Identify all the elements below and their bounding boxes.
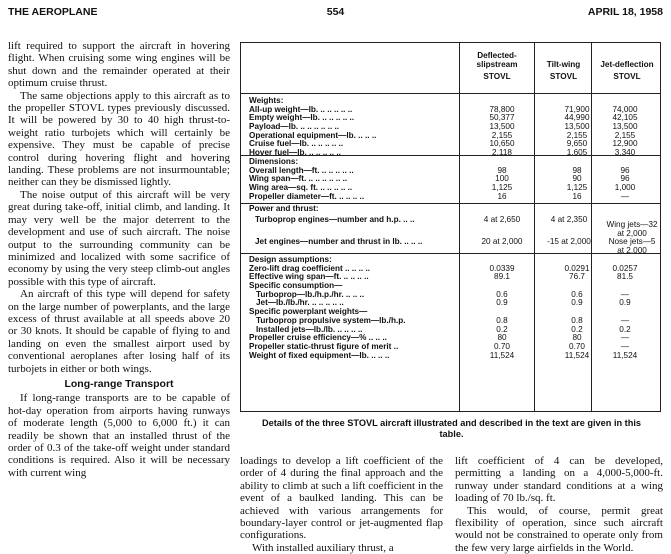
table-caption: Details of the three STOVL aircraft illustrated and described in the text are given in this table. — [262, 418, 641, 439]
cell-value: 11,524 — [564, 350, 590, 360]
cell-value: 0.8 — [571, 315, 583, 325]
paragraph: lift coefficient of 4 can be developed, permitting a landing on a 4,000-5,000-ft. runway under standard conditions at a wing loading of 70 lb./sq. ft. — [455, 455, 663, 505]
cell-value: 42,105 — [612, 113, 638, 123]
row-label: Wing span—ft. .. .. .. .. .. .. — [249, 174, 348, 184]
row-label: Specific consumption— — [249, 281, 343, 291]
row-label: Overall length—ft. .. .. .. .. .. — [249, 165, 354, 175]
cell-value: 9,650 — [566, 139, 588, 149]
table-row: Turboprop engines—number and h.p. .. .. 4 at 2,650 4 at 2,350 — [255, 214, 588, 224]
cell-value: 2,155 — [491, 130, 513, 140]
cell-value: 0.0257 — [612, 263, 638, 273]
section-title: Design assumptions: — [249, 255, 332, 264]
row-label: Zero-lift drag coefficient .. .. .. .. — [249, 263, 371, 273]
section-heading: Long-range Transport — [64, 377, 174, 390]
paragraph: With installed auxiliary thrust, a — [252, 541, 394, 554]
cell-value: 0.9 — [496, 298, 508, 308]
cell-value: 1,000 — [614, 183, 636, 193]
cell-value: 0.9 — [619, 298, 631, 308]
right-column — [455, 455, 663, 554]
cell-value: 0.2 — [496, 324, 508, 334]
row-label: Specific powerplant weights— — [249, 307, 368, 317]
cell-value: — — [620, 333, 630, 343]
cell-value: 98 — [572, 165, 582, 175]
row-label: Propeller static-thrust figure of merit .. — [249, 341, 399, 351]
row-label: Effective wing span—ft. .. .. .. .. — [249, 272, 369, 282]
section-title: Dimensions: — [249, 157, 299, 166]
row-label: Installed jets—lb./lb. .. .. .. .. — [256, 324, 363, 334]
cell-value: 0.70 — [569, 341, 585, 351]
row-label: Operational equipment—lb. .. .. .. — [249, 130, 377, 140]
cell-value: 13,500 — [489, 122, 515, 132]
cell-value: 80 — [497, 333, 507, 343]
row-label: Payload—lb. .. .. .. .. .. .. — [249, 122, 340, 132]
row-label: Hover fuel—lb. .. .. .. .. .. — [249, 148, 341, 158]
paragraph: The noise output of this aircraft will be very great during take-off, initial climb, and landing. It may very well be the major deterrent to the development and use of such aircraft. The noise output to the surrounding community can be minimized and localized with some sacrifice of economy by using the very steep climb-out angles possible with this type of aircraft. — [8, 188, 230, 288]
cell-value: 3,340 — [614, 148, 636, 158]
paragraph: If long-range transports are to be capable of hot-day operation from airports having runways of moderate length (5,000 to 6,000 ft.) it can readily be shown that an installed thrust of the order of 0.3 of the take-off weight under standard conditions is required. Also it will be necessary with current wing — [8, 392, 230, 479]
cell-value: 16 — [497, 191, 507, 201]
row-divider — [241, 253, 660, 254]
table-row — [249, 352, 660, 361]
cell-value: 16 — [572, 191, 582, 201]
design-assumptions-section — [249, 256, 660, 360]
aircraft-data-table — [240, 42, 661, 412]
cell-value: 100 — [495, 174, 509, 184]
cell-value: 0.0291 — [564, 263, 590, 273]
cell-value: 0.6 — [571, 289, 583, 299]
cell-value: 50,377 — [489, 113, 515, 123]
cell-value: 0.2 — [619, 324, 631, 334]
cell-value: — — [620, 315, 630, 325]
cell-value: 1,125 — [566, 183, 588, 193]
cell-value: 0.9 — [571, 298, 583, 308]
cell-value: 11,524 — [612, 350, 638, 360]
cell-value: 0.8 — [496, 315, 508, 325]
cell-value: 98 — [497, 165, 507, 175]
publication-title: THE AEROPLANE — [8, 6, 98, 18]
cell-value: 11,524 — [489, 350, 515, 360]
cell-value: 13,500 — [612, 122, 638, 132]
row-label: Turboprop—lb./h.p./hr. .. .. .. — [256, 289, 365, 299]
cell-value: 44,990 — [564, 113, 590, 123]
cell-value: 2,118 — [492, 148, 512, 158]
cell-value: 80 — [572, 333, 582, 343]
cell-value: 96 — [620, 165, 630, 175]
cell-value: — — [620, 191, 630, 201]
row-label: Cruise fuel—lb. .. .. .. .. .. — [249, 139, 344, 149]
row-label: Propeller diameter—ft. .. .. .. .. — [249, 191, 365, 201]
cell-value: 74,000 — [612, 104, 638, 114]
row-divider — [241, 155, 660, 156]
table-row — [249, 149, 660, 158]
weights-section — [249, 97, 660, 158]
cell-value: 89.1 — [494, 272, 510, 282]
paragraph: lift required to support the aircraft in hovering flight. When cruising some wing engines will be shut down and the remainder operated at their optimum cruise thrust. — [8, 40, 230, 90]
issue-date: APRIL 18, 1958 — [587, 6, 663, 18]
row-label: Weight of fixed equipment—lb. .. .. .. — [249, 350, 390, 360]
column-header-tilt-wing: Tilt-wing STOVL — [546, 60, 581, 81]
cell-value: 2,155 — [566, 130, 588, 140]
jet-deflection-engines-note: Wing jets—32 at 2,000 Nose jets—5 at 2,000 — [606, 220, 658, 256]
section-title: Power and thrust: — [249, 204, 319, 213]
cell-value: 71,900 — [564, 104, 590, 114]
cell-value: 0.6 — [496, 289, 508, 299]
paragraph: This would, of course, permit great flexibility of operation, since such aircraft would not be constrained to operate only from the few very large airfields in the World. — [455, 504, 663, 554]
left-column — [8, 40, 230, 479]
row-divider — [241, 93, 660, 94]
cell-value: 0.0339 — [489, 263, 515, 273]
power-section — [249, 205, 660, 255]
row-label: Empty weight—lb. .. .. .. .. .. — [249, 113, 355, 123]
cell-value: 12,900 — [612, 139, 638, 149]
paragraph: An aircraft of this type will depend for safety on the large number of powerplants, and the large excess of thrust available at all speeds above 20 or 30 knots. It should be capable of flying to and landing on even the smallest airport used by conventional aeroplanes after losing half of its turbojets in either or both wings. — [8, 288, 230, 375]
table-row — [249, 193, 660, 202]
cell-value: 0.2 — [571, 324, 583, 334]
cell-value: — — [620, 341, 630, 351]
paragraph: loadings to develop a lift coefficient of the order of 4 during the final approach and the ability to climb at such a lift coefficient in the event of a baulked landing. This can be achieved with various arrangements for boundary-layer control or jet-augmented flap configurations. — [240, 455, 443, 542]
section-title: Weights: — [249, 96, 284, 105]
cell-value: 90 — [572, 174, 582, 184]
cell-value: 2,155 — [614, 130, 636, 140]
cell-value: 13,500 — [564, 122, 590, 132]
middle-column — [240, 455, 443, 554]
cell-value: 10,650 — [489, 139, 515, 149]
row-label: Turboprop propulsive system—lb./h.p. — [256, 315, 406, 325]
cell-value: 76.7 — [569, 272, 585, 282]
row-label: Wing area—sq. ft. .. .. .. .. .. — [249, 183, 353, 193]
cell-value: 96 — [620, 174, 630, 184]
column-header-jet-deflection: Jet-deflection STOVL — [600, 60, 654, 81]
cell-value: 1,605 — [566, 148, 588, 158]
page-header — [8, 6, 663, 20]
paragraph: The same objections apply to this aircraft as to the propeller STOVL types previously discussed. It will be powered by 30 to 40 high thrust-to-weight ratio turbojets which will certainly be expensive. They must be capable of precise control during hovering flight and hovering landing. These problems are not insurmountable; neither can they be dismissed lightly. — [8, 89, 230, 189]
table-row: Jet engines—number and thrust in lb. .. .. .. 20 at 2,000 -15 at 2,000 — [255, 237, 591, 247]
row-label: All-up weight—lb. .. .. .. .. .. — [249, 104, 353, 114]
row-label: Jet—lb./lb./hr. .. .. .. .. .. — [256, 298, 344, 308]
cell-value: 1,125 — [491, 183, 513, 193]
cell-value: — — [620, 289, 630, 299]
cell-value: 78,800 — [489, 104, 515, 114]
cell-value: 81.5 — [617, 272, 633, 282]
dimensions-section — [249, 158, 660, 201]
row-label: Propeller cruise efficiency—% .. .. .. — [249, 333, 387, 343]
cell-value: 0.70 — [494, 341, 510, 351]
page-number: 554 — [326, 6, 345, 18]
column-header-deflected-slipstream: Deflected- slipstream STOVL — [476, 51, 518, 81]
